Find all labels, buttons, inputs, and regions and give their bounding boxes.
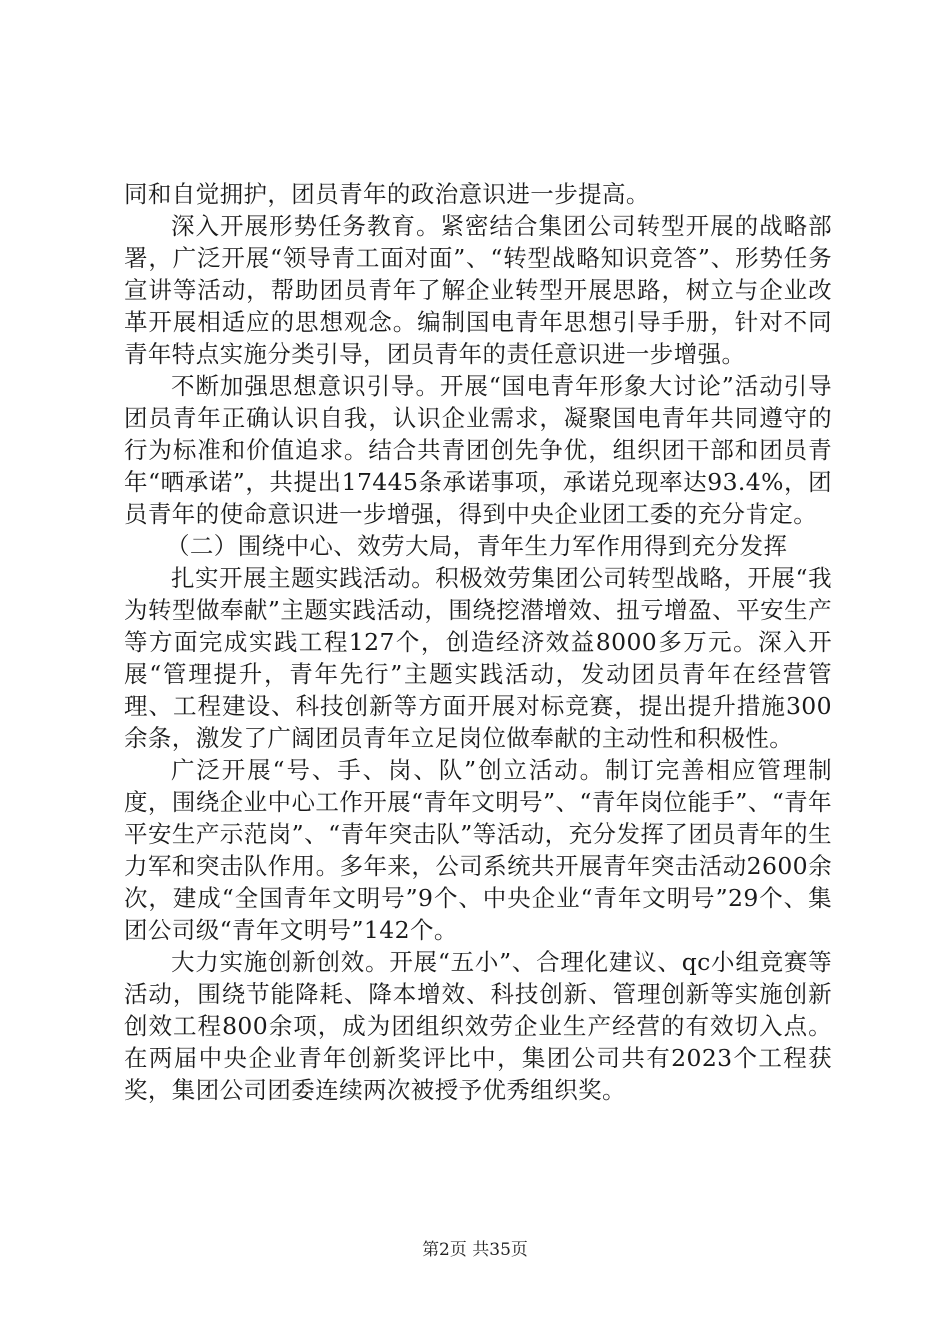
document-body: [124, 178, 832, 1106]
paragraph-innovation: 大力实施创新创效。开展“五小”、合理化建议、qc小组竞赛等活动，围绕节能降耗、降本增效、科技创新、管理创新等实施创新创效工程800余项，成为团组织效劳企业生产经营的有效切入点。在两届中央企业青年创新奖评比中，集团公司共有2023个工程获奖，集团公司团委连续两次被授予优秀组织奖。: [124, 948, 832, 1104]
paragraph-theme-practice: 扎实开展主题实践活动。积极效劳集团公司转型战略，开展“我为转型做奉献”主题实践活动，围绕挖潜增效、扭亏增盈、平安生产等方面完成实践工程127个，创造经济效益8000多万元。深入开展“管理提升，青年先行”主题实践活动，发动团员青年在经营管理、工程建设、科技创新等方面开展对标竞赛，提出提升措施300余条，激发了广阔团员青年立足岗位做奉献的主动性和积极性。: [124, 564, 832, 752]
page-number-footer: 第2页 共35页: [422, 1240, 528, 1260]
paragraph-ideology-guidance: 不断加强思想意识引导。开展“国电青年形象大讨论”活动引导团员青年正确认识自我，认识企业需求，凝聚国电青年共同遵守的行为标准和价值追求。结合共青团创先争优，组织团干部和团员青年“晒承诺”，共提出17445条承诺事项，承诺兑现率达93.4%，团员青年的使命意识进一步增强，得到中央企业团工委的充分肯定。: [124, 372, 832, 528]
paragraph-continuation: 同和自觉拥护，团员青年的政治意识进一步提高。: [124, 180, 650, 208]
paragraph-situation-education: 深入开展形势任务教育。紧密结合集团公司转型开展的战略部署，广泛开展“领导青工面对面”、“转型战略知识竞答”、形势任务宣讲等活动，帮助团员青年了解企业转型开展思路，树立与企业改革开展相适应的思想观念。编制国电青年思想引导手册，针对不同青年特点实施分类引导，团员青年的责任意识进一步增强。: [124, 212, 832, 368]
paragraph-creation-activities: 广泛开展“号、手、岗、队”创立活动。制订完善相应管理制度，围绕企业中心工作开展“青年文明号”、“青年岗位能手”、“青年平安生产示范岗”、“青年突击队”等活动，充分发挥了团员青年的生力军和突击队作用。多年来，公司系统共开展青年突击活动2600余次，建成“全国青年文明号”9个、中央企业“青年文明号”29个、集团公司级“青年文明号”142个。: [124, 756, 832, 944]
section-heading: （二）围绕中心、效劳大局，青年生力军作用得到充分发挥: [166, 532, 788, 560]
